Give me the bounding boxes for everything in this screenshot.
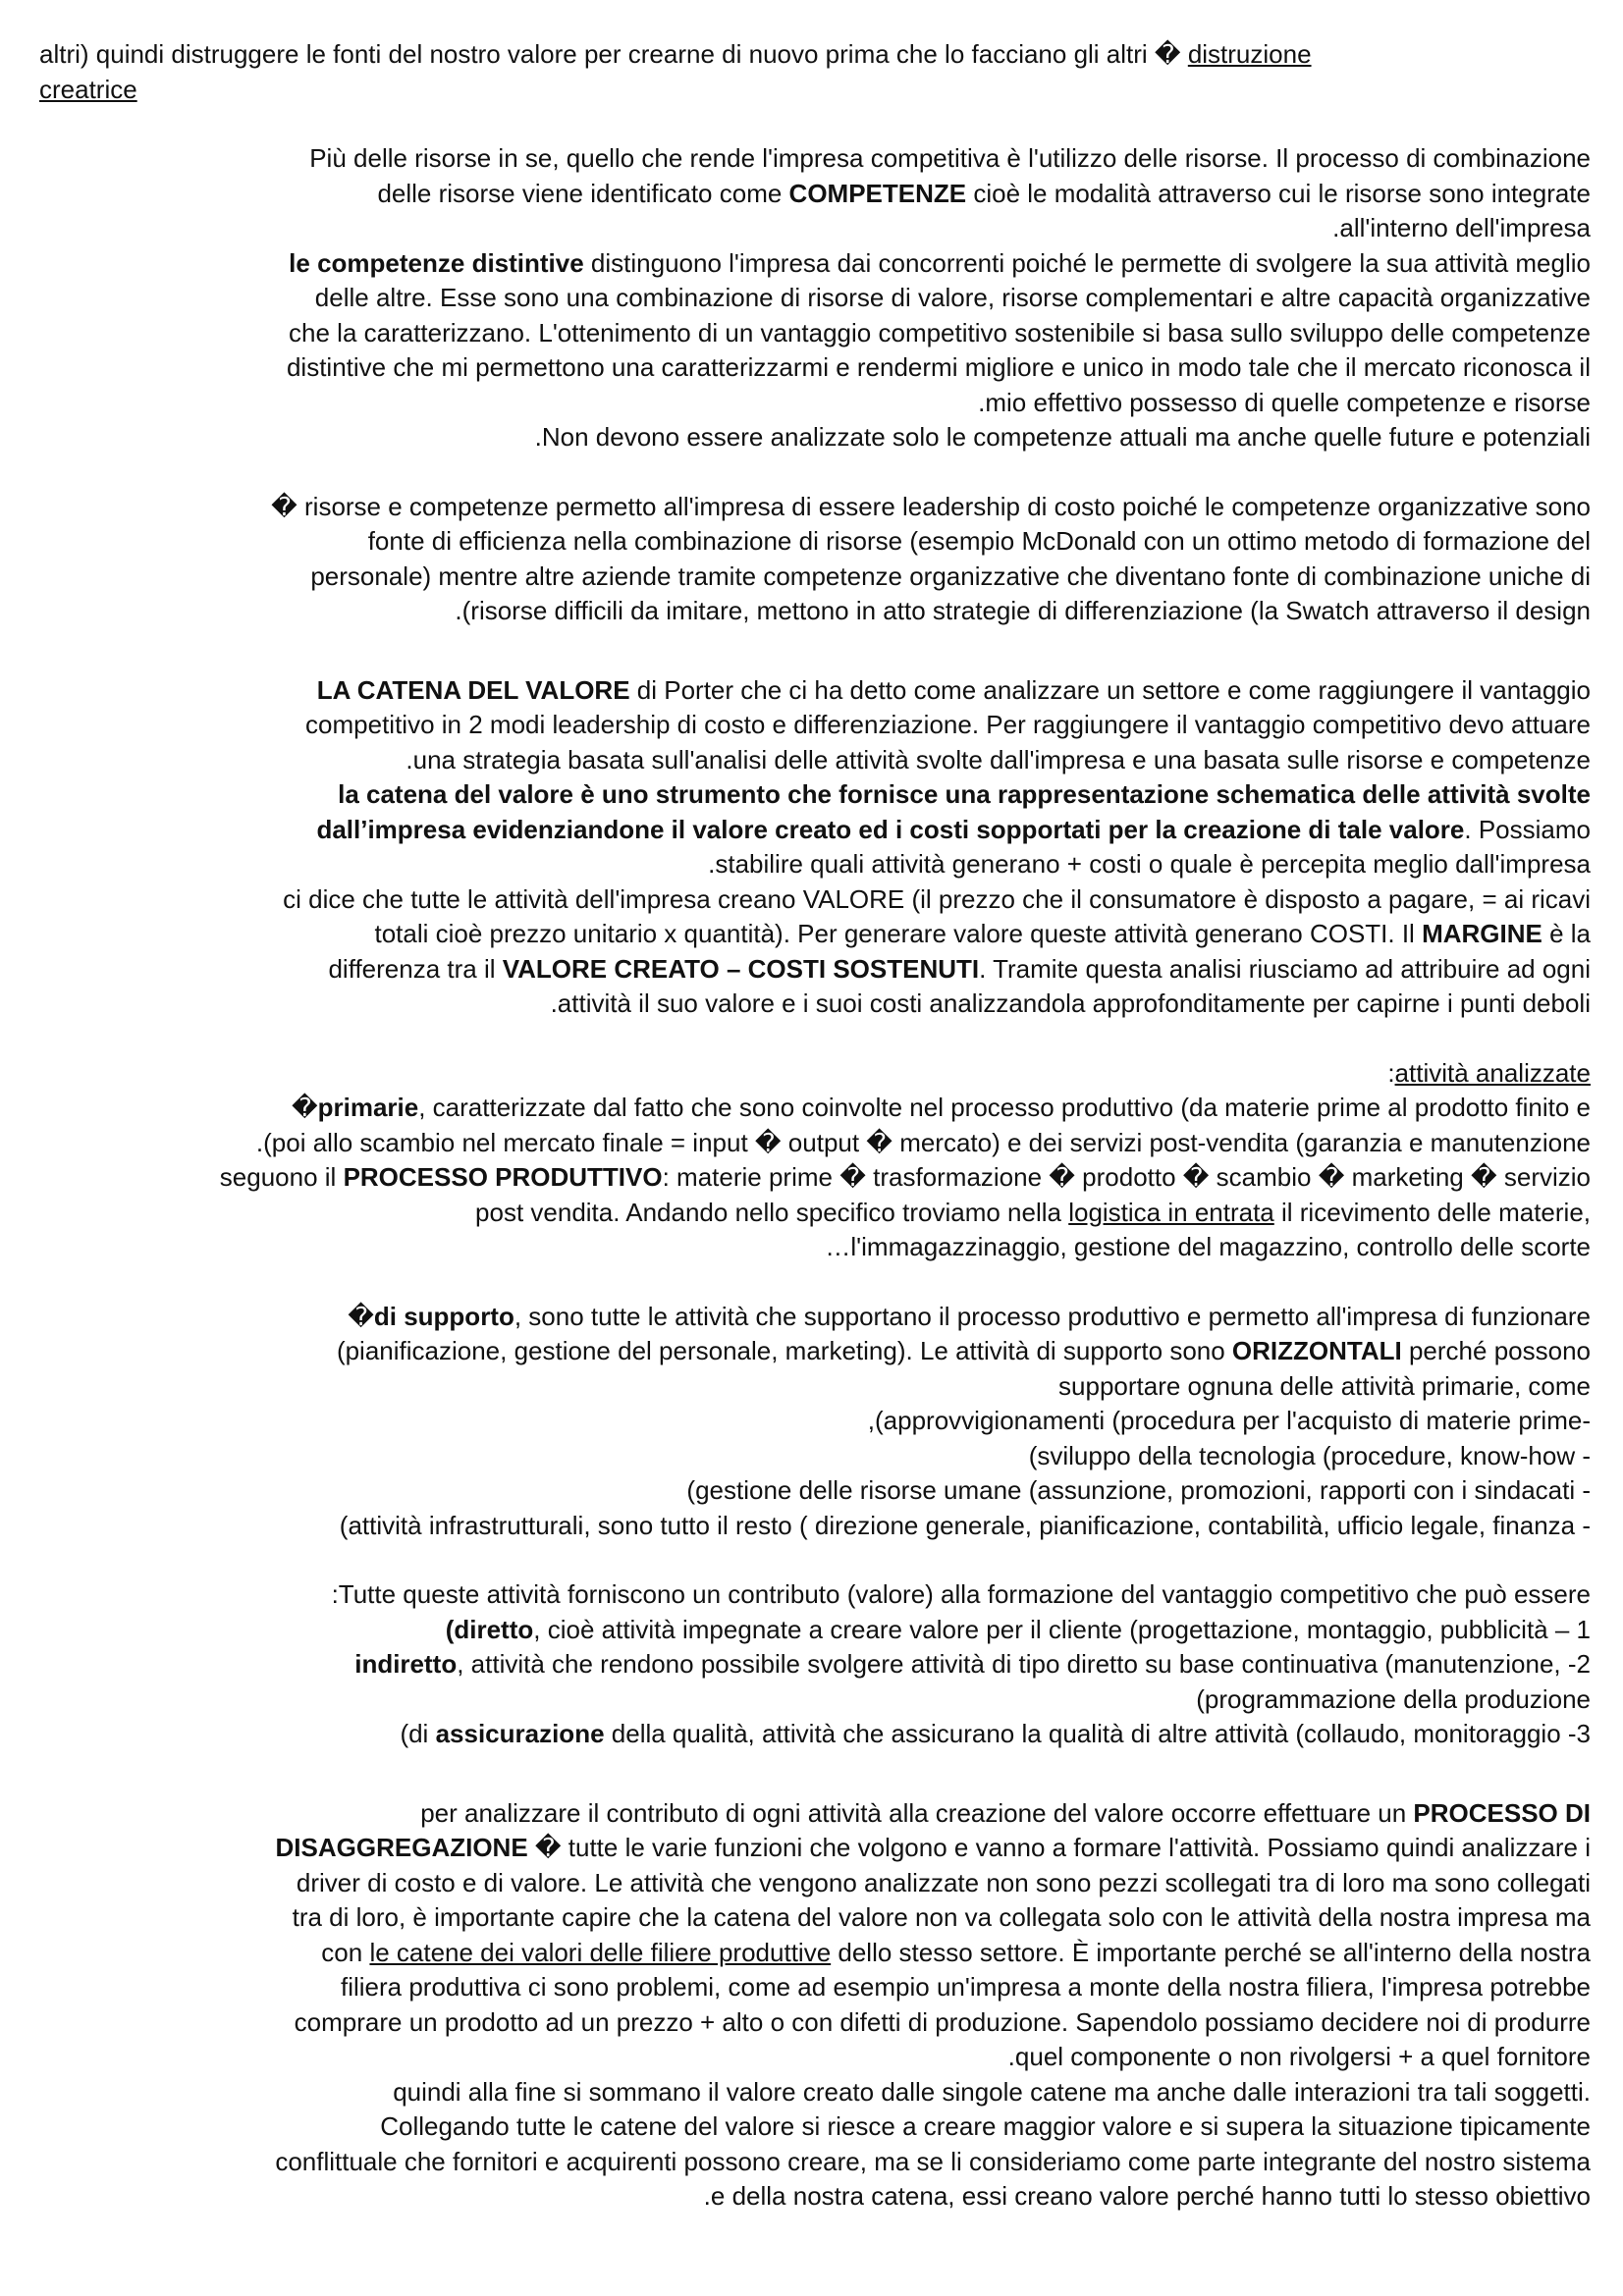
text-line xyxy=(39,281,1591,316)
text-line xyxy=(39,350,1591,386)
text-line xyxy=(39,524,1591,560)
text-run: della qualità, attività che assicurano la qualità di altre attività (collaudo, monitoraggio -3 xyxy=(604,1719,1591,1748)
paragraph xyxy=(39,1577,1591,1752)
text-run: : materie prime � trasformazione � prodotto � scambio � marketing � servizio xyxy=(662,1162,1591,1192)
text-line xyxy=(39,1160,1591,1196)
text-run: Collegando tutte le catene del valore si riesce a creare maggior valore e si supera la situazione tipicamente xyxy=(380,2111,1591,2141)
text-run: , caratterizzate dal fatto che sono coinvolte nel processo produttivo (da materie prime al prodotto finito e xyxy=(418,1093,1591,1122)
text-run: delle altre. Esse sono una combinazione di risorse di valore, risorse complementari e altre capacità organizzative xyxy=(314,283,1591,312)
text-run: quindi alla fine si sommano il valore creato dalle singole catene ma anche dalle interazioni tra tali soggetti. xyxy=(393,2076,1591,2107)
paragraph-spacer xyxy=(39,1752,1591,1796)
bold-text: LA CATENA DEL VALORE xyxy=(316,674,630,705)
text-run: � xyxy=(291,1093,318,1122)
text-run: .Non devono essere analizzate solo le competenze attuali ma anche quelle future e potenziali xyxy=(534,422,1591,452)
paragraph-spacer xyxy=(39,455,1591,490)
text-line xyxy=(39,1334,1591,1369)
text-run: .(poi allo scambio nel mercato finale = input � output � mercato) e dei servizi post-vendita (garanzia e manutenzione xyxy=(255,1127,1591,1157)
text-run: comprare un prodotto ad un prezzo + alto o con difetti di produzione. Sapendolo possiamo decidere noi di produrre xyxy=(294,2006,1591,2037)
bold-text: VALORE CREATO – COSTI SOSTENUTI xyxy=(502,953,980,984)
bold-text: di supporto xyxy=(373,1301,514,1331)
text-line xyxy=(39,1682,1591,1718)
text-line xyxy=(39,1577,1591,1613)
text-line xyxy=(39,673,1591,709)
paragraph-spacer xyxy=(39,107,1591,141)
text-run: conflittuale che fornitori e acquirenti possono creare, ma se li consideriamo come parte integrante del nostro sistema xyxy=(275,2146,1591,2176)
bold-text: PROCESSO DI xyxy=(1413,1797,1591,1828)
text-run: � risorse e competenze permetto all'impresa di essere leadership di costo poiché le competenze organizzative sono xyxy=(271,491,1591,521)
text-run: . Possiamo xyxy=(1464,814,1591,844)
text-line xyxy=(39,2109,1591,2145)
text-run: ,(approvvigionamenti (procedura per l'acquisto di materie prime- xyxy=(867,1406,1591,1435)
text-line xyxy=(39,952,1591,988)
text-line xyxy=(39,594,1591,629)
bold-text: dall’impresa evidenziandone il valore creato ed i costi sopportati per la creazione di tale valore xyxy=(316,814,1465,844)
text-line xyxy=(39,1439,1591,1474)
text-line xyxy=(39,1647,1591,1682)
text-line xyxy=(39,141,1591,177)
paragraph xyxy=(39,490,1591,629)
text-line xyxy=(39,1369,1591,1405)
bold-text: ORIZZONTALI xyxy=(1231,1336,1402,1365)
text-run: , cioè attività impegnate a creare valore per il cliente (progettazione, montaggio, pubblicità – 1 xyxy=(533,1614,1591,1644)
underlined-text: attività analizzate xyxy=(1394,1057,1591,1088)
bold-text: assicurazione xyxy=(435,1719,605,1748)
paragraph-spacer xyxy=(39,1265,1591,1300)
text-line xyxy=(39,743,1591,778)
text-run: .mio effettivo possesso di quelle competenze e risorse xyxy=(978,387,1591,417)
text-line xyxy=(39,1300,1591,1335)
text-line xyxy=(39,37,1591,73)
text-line xyxy=(39,386,1591,421)
text-run: di Porter che ci ha detto come analizzare un settore e come raggiungere il vantaggio xyxy=(629,674,1591,705)
text-line xyxy=(39,1126,1591,1161)
paragraph xyxy=(39,1300,1591,1544)
text-line xyxy=(39,1936,1591,1971)
paragraph xyxy=(39,141,1591,455)
text-line xyxy=(39,1056,1591,1092)
bold-text: COMPETENZE xyxy=(788,178,967,208)
text-line xyxy=(39,420,1591,455)
text-run: (gestione delle risorse umane (assunzione, promozioni, rapporti con i sindacati - xyxy=(686,1475,1591,1505)
text-run: con xyxy=(321,1937,370,1967)
text-line xyxy=(39,2005,1591,2041)
paragraph xyxy=(39,1056,1591,1265)
bold-text: (diretto xyxy=(445,1614,534,1644)
bold-text: indiretto xyxy=(354,1649,458,1679)
paragraph-spacer xyxy=(39,1543,1591,1577)
text-run: .attività il suo valore e i suoi costi analizzandola approfonditamente per capirne i punti deboli xyxy=(550,988,1591,1018)
text-run: …l'immagazzinaggio, gestione del magazzino, controllo delle scorte xyxy=(825,1232,1591,1261)
text-run: distintive che mi permettono una caratterizzarmi e rendermi migliore e unico in modo tale che il mercato riconosca il xyxy=(286,352,1591,382)
text-run: .(risorse difficili da imitare, mettono in atto strategie di differenziazione (la Swatch attraverso il design xyxy=(455,596,1591,625)
text-run: :Tutte queste attività forniscono un contributo (valore) alla formazione del vantaggio competitivo che può essere xyxy=(331,1579,1591,1609)
text-run: .e della nostra catena, essi creano valore perché hanno tutti lo stesso obiettivo xyxy=(703,2181,1591,2211)
text-line xyxy=(39,2075,1591,2110)
text-run: � tutte le varie funzioni che volgono e vanno a formare l'attività. Possiamo quindi analizzare i xyxy=(527,1833,1591,1862)
underlined-text: distruzione xyxy=(1187,39,1312,69)
text-run: .quel componente o non rivolgersi + a quel fornitore xyxy=(1007,2042,1591,2071)
text-run: , sono tutte le attività che supportano il processo produttivo e permetto all'impresa di funzionare xyxy=(514,1301,1591,1331)
text-run: seguono il xyxy=(219,1162,344,1192)
text-run: tra di loro, è importante capire che la catena del valore non va collegata solo con le attività della nostra impresa ma xyxy=(292,1902,1591,1932)
bold-text: la catena del valore è uno strumento che fornisce una rappresentazione schematica delle attività svolte xyxy=(338,779,1591,809)
text-run: (di xyxy=(400,1719,436,1748)
text-line xyxy=(39,1900,1591,1936)
text-line xyxy=(39,987,1591,1022)
paragraph xyxy=(39,1796,1591,2215)
text-run: dello stesso settore. È importante perché se all'interno della nostra xyxy=(831,1937,1591,1967)
text-line xyxy=(39,917,1591,952)
text-run: è la xyxy=(1542,919,1591,948)
text-run: (pianificazione, gestione del personale, marketing). Le attività di supporto sono xyxy=(336,1336,1232,1365)
bold-text: MARGINE xyxy=(1422,919,1542,948)
text-run: post vendita. Andando nello specifico troviamo nella xyxy=(475,1197,1069,1227)
text-run: , attività che rendono possibile svolgere attività di tipo diretto su base continuativa (manutenzione, -2 xyxy=(457,1649,1591,1679)
text-run: : xyxy=(1387,1057,1395,1088)
text-run: cioè le modalità attraverso cui le risorse sono integrate xyxy=(966,178,1591,208)
text-line xyxy=(39,1866,1591,1901)
bold-text: primarie xyxy=(317,1093,419,1122)
text-run: fonte di efficienza nella combinazione di risorse (esempio McDonald con un ottimo metodo di formazione del xyxy=(367,526,1591,556)
text-run: delle risorse viene identificato come xyxy=(377,178,789,208)
paragraph xyxy=(39,673,1591,1022)
text-line xyxy=(39,847,1591,882)
text-run: .una strategia basata sull'analisi delle attività svolte dall'impresa e una basata sulle risorse e competenze xyxy=(406,744,1591,774)
text-run: che la caratterizzano. L'ottenimento di un vantaggio competitivo sostenibile si basa sullo sviluppo delle competenze xyxy=(289,317,1591,347)
text-run: . Tramite questa analisi riusciamo ad attribuire ad ogni xyxy=(979,953,1591,984)
text-line xyxy=(39,1509,1591,1544)
text-line xyxy=(39,2179,1591,2215)
text-run: competitivo in 2 modi leadership di costo e differenziazione. Per raggiungere il vantaggio competitivo devo attuare xyxy=(305,710,1591,739)
text-line xyxy=(39,211,1591,246)
text-line xyxy=(39,1404,1591,1439)
paragraph-spacer xyxy=(39,629,1591,673)
text-run: driver di costo e di valore. Le attività che vengono analizzate non sono pezzi scollegati tra di loro ma sono collegati xyxy=(296,1867,1591,1897)
text-line xyxy=(39,882,1591,918)
bold-text: le competenze distintive xyxy=(289,247,584,278)
text-run: personale) mentre altre aziende tramite competenze organizzative che diventano fonte di combinazione uniche di xyxy=(310,561,1591,591)
text-run: supportare ognuna delle attività primarie, come xyxy=(1058,1370,1591,1401)
bold-text: PROCESSO PRODUTTIVO xyxy=(343,1162,663,1192)
text-run: .all'interno dell'impresa xyxy=(1332,213,1591,242)
document-page xyxy=(39,37,1591,2215)
text-run: altri) quindi distruggere le fonti del nostro valore per crearne di nuovo prima che lo facciano gli altri � xyxy=(39,39,1188,69)
text-line xyxy=(39,2145,1591,2180)
text-run: (sviluppo della tecnologia (procedure, know-how - xyxy=(1028,1440,1591,1470)
text-line xyxy=(39,777,1591,813)
underlined-text: logistica in entrata xyxy=(1068,1197,1274,1227)
text-line xyxy=(39,1717,1591,1752)
underlined-text: le catene dei valori delle filiere produttive xyxy=(369,1937,832,1967)
text-run: per analizzare il contributo di ogni attività alla creazione del valore occorre effettuare un xyxy=(420,1797,1414,1828)
text-line xyxy=(39,316,1591,351)
paragraph-spacer xyxy=(39,1022,1591,1056)
text-run: filiera produttiva ci sono problemi, come ad esempio un'impresa a monte della nostra filiera, l'impresa potrebbe xyxy=(340,1972,1591,2002)
text-line xyxy=(39,246,1591,282)
text-line xyxy=(39,1796,1591,1832)
text-run: totali cioè prezzo unitario x quantità). Per generare valore queste attività generano COSTI. Il xyxy=(374,919,1423,948)
text-line xyxy=(39,1970,1591,2005)
text-line xyxy=(39,490,1591,525)
text-line xyxy=(39,1091,1591,1126)
text-line xyxy=(39,1196,1591,1231)
text-run: il ricevimento delle materie, xyxy=(1273,1197,1591,1227)
text-line xyxy=(39,813,1591,848)
text-run: (programmazione della produzione xyxy=(1196,1683,1591,1714)
text-run: ci dice che tutte le attività dell'impresa creano VALORE (il prezzo che il consumatore è disposto a pagare, = ai ricavi xyxy=(283,883,1591,914)
paragraph xyxy=(39,37,1591,107)
text-line xyxy=(39,560,1591,595)
text-line xyxy=(39,1831,1591,1866)
text-run: Più delle risorse in se, quello che rende l'impresa competitiva è l'utilizzo delle risorse. Il processo di combinazione xyxy=(309,143,1591,173)
text-run: .stabilire quali attività generano + costi o quale è percepita meglio dall'impresa xyxy=(708,849,1591,879)
text-run: perché possono xyxy=(1401,1336,1591,1365)
text-line xyxy=(39,708,1591,743)
bold-text: DISAGGREGAZIONE xyxy=(275,1833,528,1862)
underlined-text: creatrice xyxy=(39,74,137,104)
text-line xyxy=(39,1230,1591,1265)
text-run: � xyxy=(348,1301,374,1331)
text-run: (attività infrastrutturali, sono tutto il resto ( direzione generale, pianificazione, contabilità, ufficio legale, finanza - xyxy=(339,1510,1591,1540)
text-run: differenza tra il xyxy=(328,953,503,984)
text-line xyxy=(39,1613,1591,1648)
text-line xyxy=(39,1473,1591,1509)
text-line xyxy=(39,2040,1591,2075)
text-line xyxy=(39,177,1591,212)
text-run: distinguono l'impresa dai concorrenti poiché le permette di svolgere la sua attività meglio xyxy=(583,247,1591,278)
text-line xyxy=(39,73,1591,108)
